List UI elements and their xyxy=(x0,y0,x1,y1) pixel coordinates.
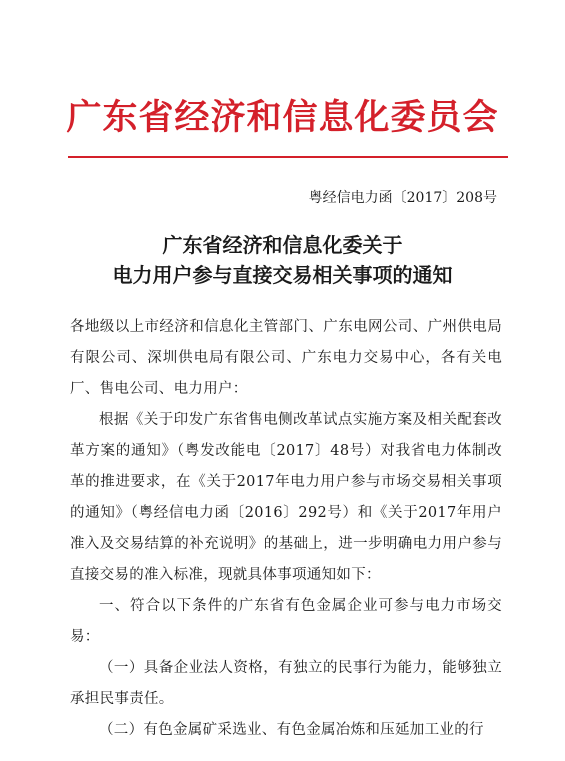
red-divider-line xyxy=(68,156,508,158)
condition-item: （一）具备企业法人资格，有独立的民事行为能力，能够独立承担民事责任。 xyxy=(70,660,502,707)
document-body xyxy=(70,312,502,746)
agency-title: 广东省经济和信息化委员会 xyxy=(66,97,499,138)
document-title-line-2: 电力用户参与直接交易相关事项的通知 xyxy=(112,263,453,287)
document-title xyxy=(0,230,565,290)
salutation-paragraph: 各地级以上市经济和信息化主管部门、广东电网公司、广州供电局有限公司、深圳供电局有限公司、广东电力交易中心，各有关电厂、售电公司、电力用户： xyxy=(70,319,502,397)
condition-item: （二）有色金属矿采选业、有色金属冶炼和压延加工业的行 xyxy=(99,722,484,738)
body-paragraph: 根据《关于印发广东省售电侧改革试点实施方案及相关配套改革方案的通知》（粤发改能电〔2017〕48号）对我省电力体制改革的推进要求，在《关于2017年电力用户参与市场交易相关事项的通知》（粤经信电力函〔2016〕292号）和《关于2017年用户准入及交易结算的补充说明》的基础上，进一步明确电力用户参与直接交易的准入标准，现就具体事项通知如下： xyxy=(70,412,502,583)
section-heading: 一、符合以下条件的广东省有色金属企业可参与电力市场交易： xyxy=(70,598,502,645)
document-title-line-1: 广东省经济和信息化委关于 xyxy=(162,233,403,257)
document-number: 粤经信电力函〔2017〕208号 xyxy=(308,190,497,206)
